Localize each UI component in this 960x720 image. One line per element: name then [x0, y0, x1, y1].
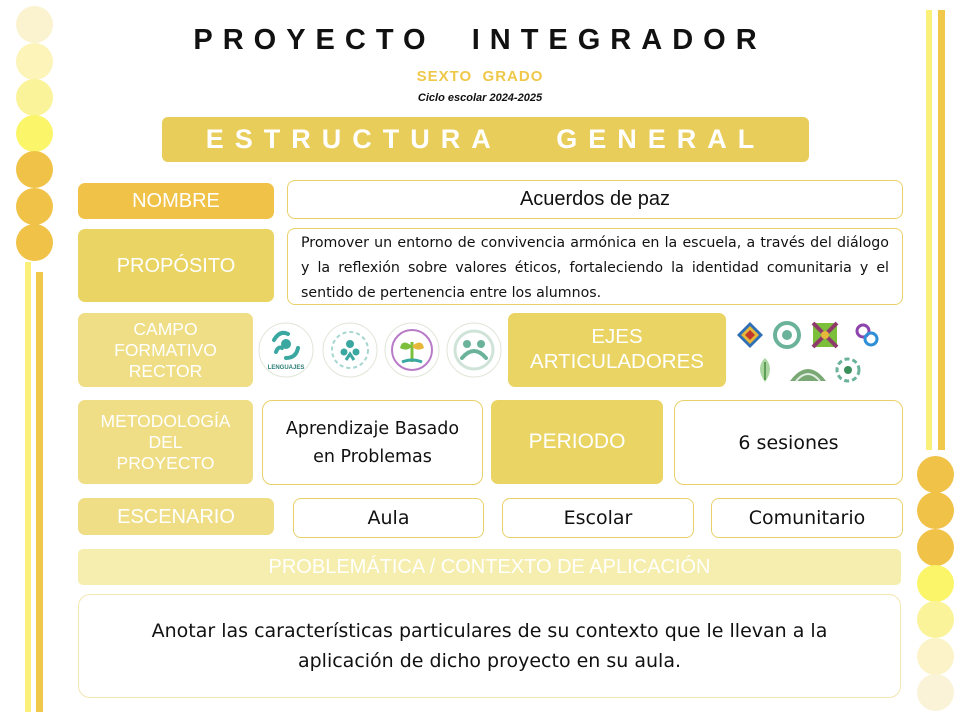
- grade-subtitle: SEXTO GRADO: [416, 68, 544, 85]
- problematica-field[interactable]: Anotar las características particulares de su contexto que le llevan a la aplicación de dicho proyecto en su aula.: [78, 594, 901, 698]
- proposito-field[interactable]: Promover un entorno de convivencia armónica en la escuela, a través del diálogo y la reflexión sobre valores éticos, fortaleciendo la identidad comunitaria y el sentido de pertenencia entre los alumnos.: [287, 228, 903, 305]
- decor-bar: [25, 262, 31, 712]
- igualdad-genero-icon: [852, 320, 882, 350]
- humano-icon: [446, 322, 502, 378]
- decor-circle: [917, 565, 954, 602]
- escenario-option-aula[interactable]: Aula: [293, 498, 484, 538]
- vida-saludable-icon: [750, 355, 780, 385]
- decor-circle: [16, 188, 53, 225]
- decor-circle: [917, 529, 954, 566]
- proposito-label: PROPÓSITO: [78, 229, 274, 302]
- decor-circle: [917, 638, 954, 675]
- decor-circle: [917, 601, 954, 638]
- school-year: Ciclo escolar 2024-2025: [417, 92, 543, 104]
- escenario-option-comunitario[interactable]: Comunitario: [711, 498, 903, 538]
- decor-circle: [917, 456, 954, 493]
- saberes-icon: [322, 322, 378, 378]
- etica-icon: [384, 322, 440, 378]
- decor-circle: [917, 492, 954, 529]
- decor-circle: [16, 151, 53, 188]
- section-banner: ESTRUCTURA GENERAL: [162, 117, 809, 162]
- pensamiento-critico-icon: [772, 320, 802, 350]
- decor-bar: [36, 272, 43, 712]
- artes-icon: [833, 355, 863, 385]
- page-title: PROYECTO INTEGRADOR: [193, 24, 767, 56]
- decor-circle: [917, 674, 954, 711]
- lectura-escritura-icon: [788, 355, 828, 385]
- escenario-option-escolar[interactable]: Escolar: [502, 498, 694, 538]
- periodo-field[interactable]: 6 sesiones: [674, 400, 903, 485]
- inclusion-icon: [735, 320, 765, 350]
- problematica-label: PROBLEMÁTICA / CONTEXTO DE APLICACIÓN: [78, 549, 901, 585]
- nombre-field[interactable]: Acuerdos de paz: [287, 180, 903, 219]
- periodo-label: PERIODO: [491, 400, 663, 484]
- metodologia-label: METODOLOGÍA DEL PROYECTO: [78, 400, 253, 484]
- svg-text:LENGUAJES: LENGUAJES: [267, 365, 305, 371]
- metodologia-field[interactable]: Aprendizaje Basado en Problemas: [262, 400, 483, 485]
- campo-formativo-label: CAMPO FORMATIVO RECTOR: [78, 313, 253, 387]
- nombre-label: NOMBRE: [78, 183, 274, 219]
- decor-circle: [16, 224, 53, 261]
- lenguajes-icon: [258, 322, 314, 378]
- ejes-label: EJES ARTICULADORES: [508, 313, 726, 387]
- decor-circle: [16, 115, 53, 152]
- interculturalidad-icon: [810, 320, 840, 350]
- escenario-label: ESCENARIO: [78, 498, 274, 535]
